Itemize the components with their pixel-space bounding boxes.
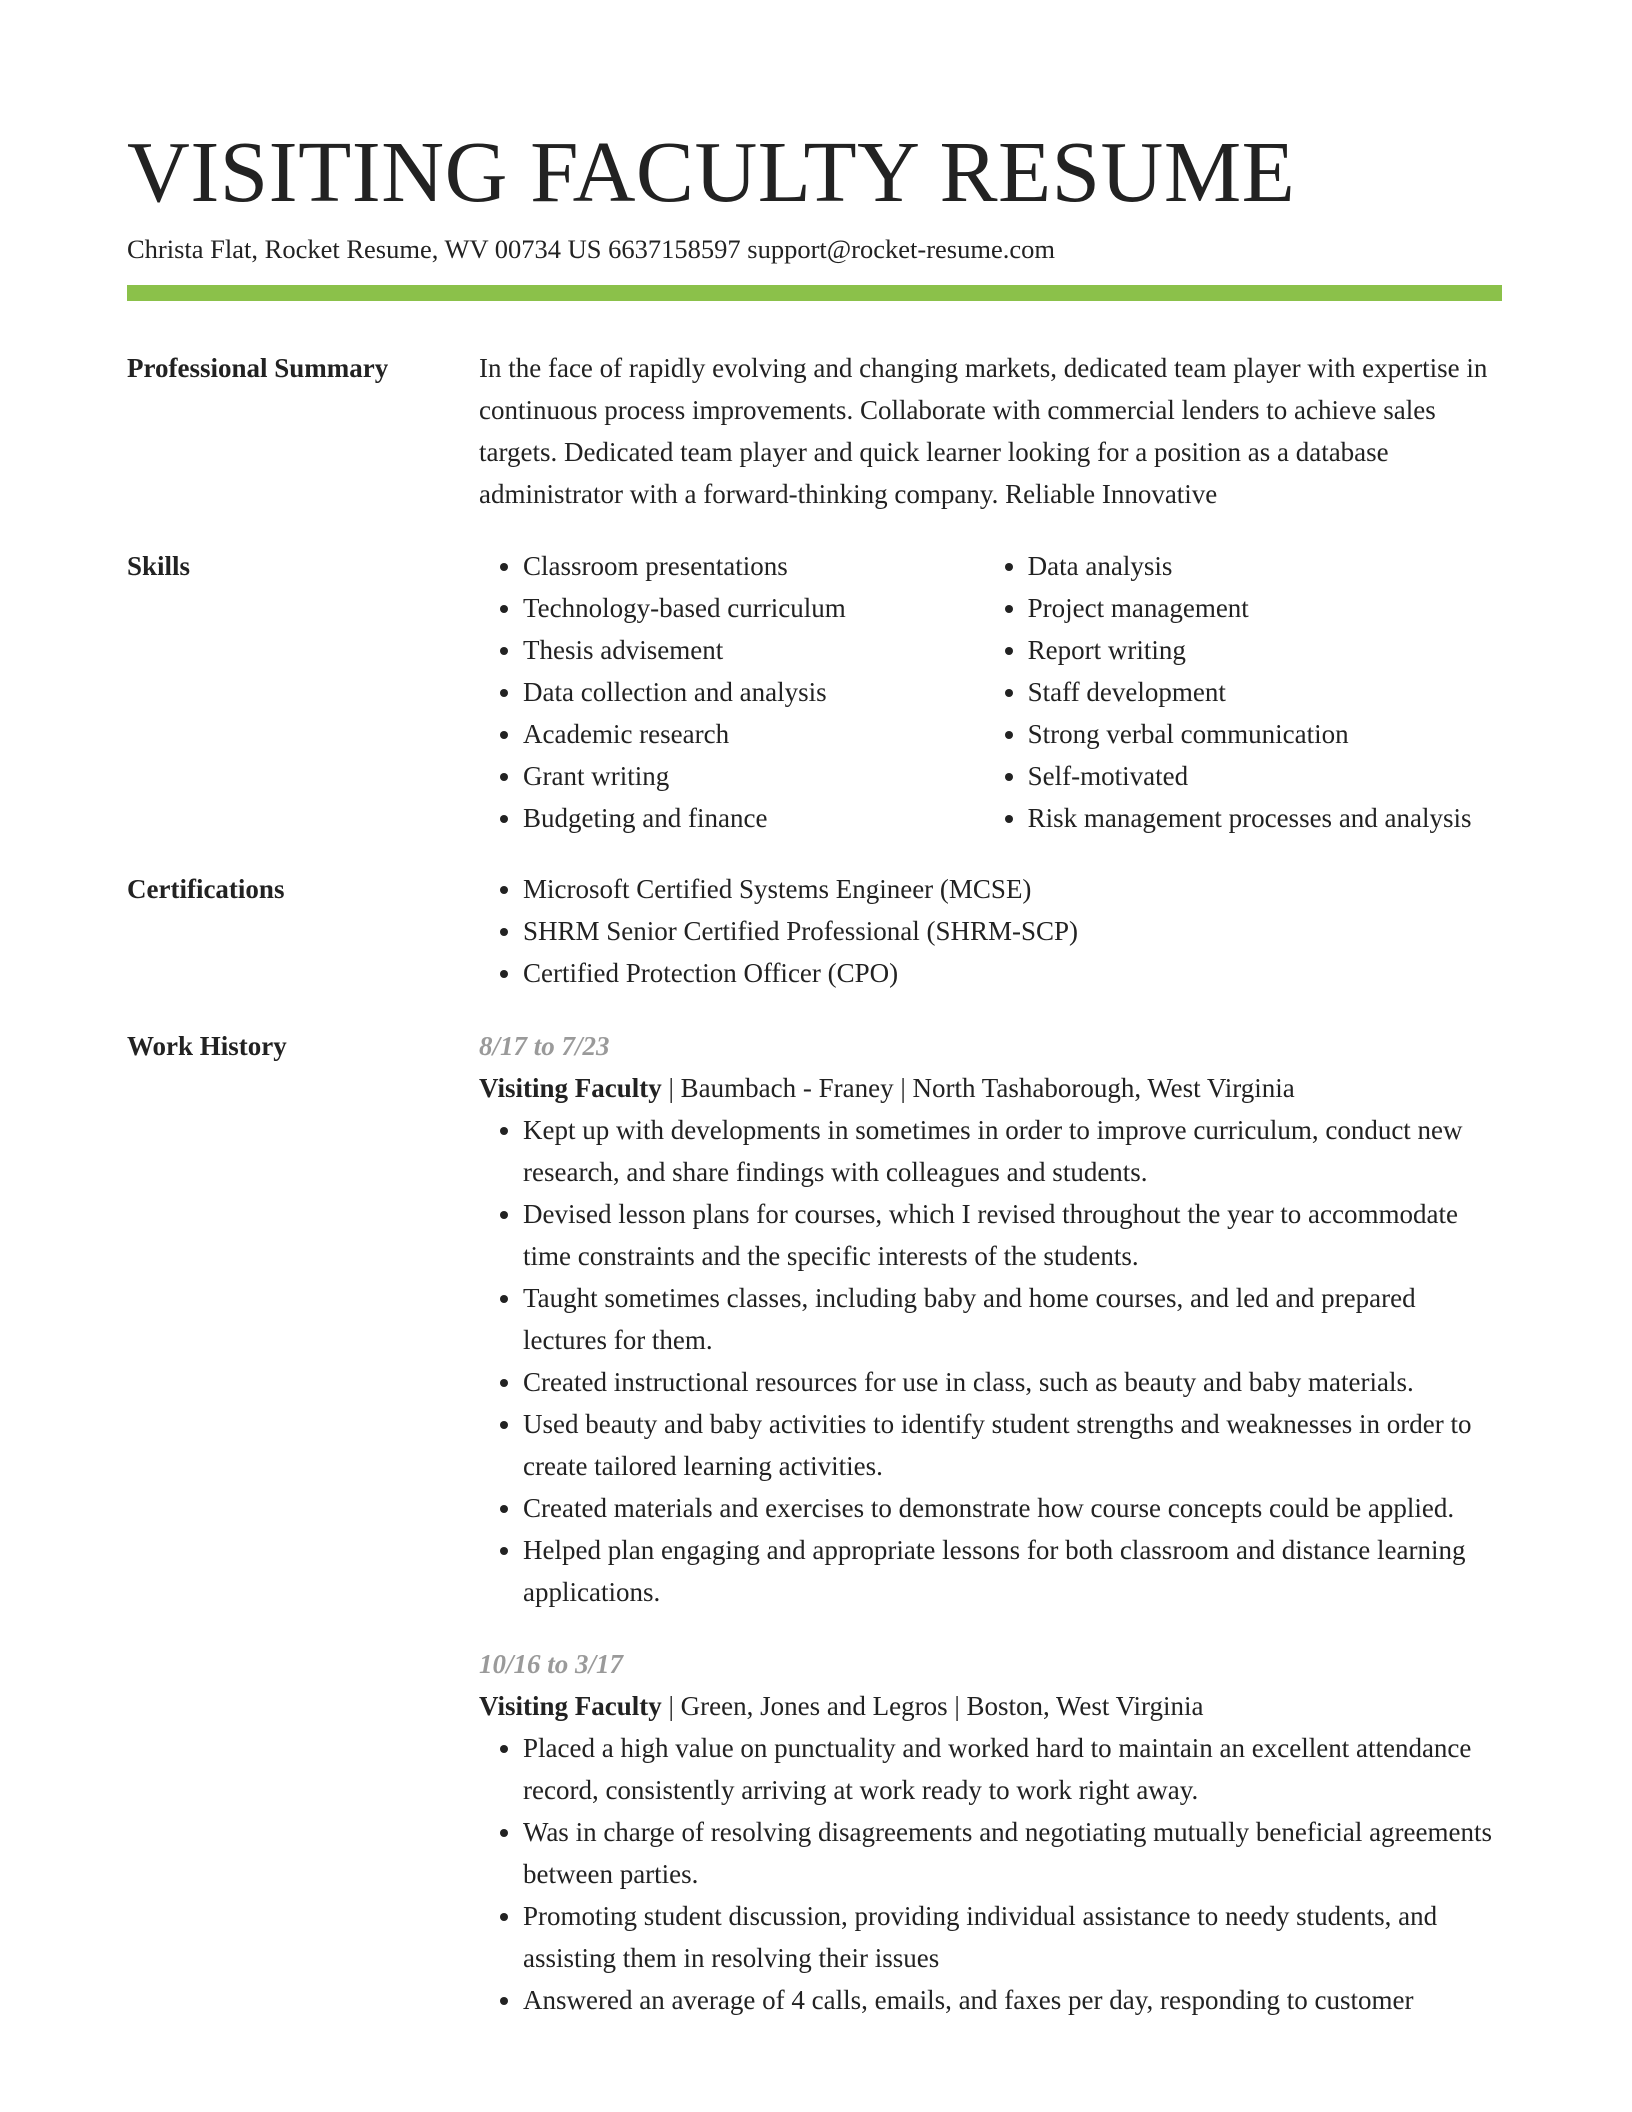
skill-item: • Data collection and analysis (523, 671, 984, 713)
job-duty-item: • Taught sometimes classes, including baby and home courses, and led and prepared lectures for them. (523, 1277, 1502, 1361)
skills-body (479, 545, 1502, 839)
certifications-list (479, 868, 1502, 994)
job-employer-location: | Baumbach - Franey | North Tashaborough, West Virginia (661, 1073, 1295, 1103)
skill-item: • Strong verbal communication (1028, 713, 1502, 755)
job-duty-item: • Created materials and exercises to demonstrate how course concepts could be applied. (523, 1487, 1502, 1529)
skill-item: • Project management (1028, 587, 1502, 629)
job-header (479, 1685, 1502, 1727)
skills-list-right (984, 545, 1502, 839)
skill-item: • Budgeting and finance (523, 797, 984, 839)
skill-item: • Classroom presentations (523, 545, 984, 587)
job-duty-item: • Promoting student discussion, providing individual assistance to needy students, and assisting them in resolving their issues (523, 1895, 1502, 1979)
job-header (479, 1067, 1502, 1109)
job-duty-item: • Answered an average of 4 calls, emails, and faxes per day, responding to customer (523, 1979, 1502, 2021)
job-duties-list (479, 1109, 1502, 1613)
job-duty-item: • Placed a high value on punctuality and worked hard to maintain an excellent attendance record, consistently arriving at work ready to work right away. (523, 1727, 1502, 1811)
job-duties-list (479, 1727, 1502, 2021)
job-dates: 8/17 to 7/23 (479, 1031, 610, 1061)
skill-item: • Technology-based curriculum (523, 587, 984, 629)
section-label-skills: Skills (127, 551, 191, 581)
section-label-certifications: Certifications (127, 874, 285, 904)
skills-list-left (479, 545, 984, 839)
job-duty-item: • Created instructional resources for use in class, such as beauty and baby materials. (523, 1361, 1502, 1403)
summary-body (479, 347, 1502, 515)
header-divider (127, 285, 1502, 301)
section-label-summary: Professional Summary (127, 353, 389, 383)
certification-item: • SHRM Senior Certified Professional (SHRM-SCP) (523, 910, 1502, 952)
work-history-body (479, 1025, 1502, 2035)
summary-text: In the face of rapidly evolving and changing markets, dedicated team player with expertise in continuous process improvements. Collaborate with commercial lenders to achieve sales targets. Dedicated team player and quick learner looking for a position as a database administrator with a forward-thinking company. Reliable Innovative (479, 353, 1488, 509)
skill-item: • Staff development (1028, 671, 1502, 713)
certifications-body (479, 868, 1502, 994)
job-title: Visiting Faculty (479, 1073, 662, 1103)
skill-item: • Thesis advisement (523, 629, 984, 671)
contact-line: Christa Flat, Rocket Resume, WV 00734 US 6637158597 support@rocket-resume.com (127, 234, 1055, 264)
certification-item: • Certified Protection Officer (CPO) (523, 952, 1502, 994)
job-duty-item: • Was in charge of resolving disagreements and negotiating mutually beneficial agreements between parties. (523, 1811, 1502, 1895)
job-duty-item: • Helped plan engaging and appropriate lessons for both classroom and distance learning applications. (523, 1529, 1502, 1613)
skill-item: • Academic research (523, 713, 984, 755)
skill-item: • Report writing (1028, 629, 1502, 671)
section-label-work-history: Work History (127, 1031, 287, 1061)
job-dates: 10/16 to 3/17 (479, 1649, 624, 1679)
job-entry (479, 1025, 1502, 1613)
skill-item: • Grant writing (523, 755, 984, 797)
skill-item: • Self-motivated (1028, 755, 1502, 797)
certification-item: • Microsoft Certified Systems Engineer (MCSE) (523, 868, 1502, 910)
skill-item: • Risk management processes and analysis (1028, 797, 1502, 839)
job-duty-item: • Used beauty and baby activities to identify student strengths and weaknesses in order to create tailored learning activities. (523, 1403, 1502, 1487)
job-duty-item: • Devised lesson plans for courses, which I revised throughout the year to accommodate time constraints and the specific interests of the students. (523, 1193, 1502, 1277)
resume-title: VISITING FACULTY RESUME (127, 123, 1296, 220)
job-entry (479, 1643, 1502, 2021)
job-duty-item: • Kept up with developments in sometimes in order to improve curriculum, conduct new research, and share findings with colleagues and students. (523, 1109, 1502, 1193)
job-title: Visiting Faculty (479, 1691, 662, 1721)
skill-item: • Data analysis (1028, 545, 1502, 587)
job-employer-location: | Green, Jones and Legros | Boston, West Virginia (661, 1691, 1204, 1721)
